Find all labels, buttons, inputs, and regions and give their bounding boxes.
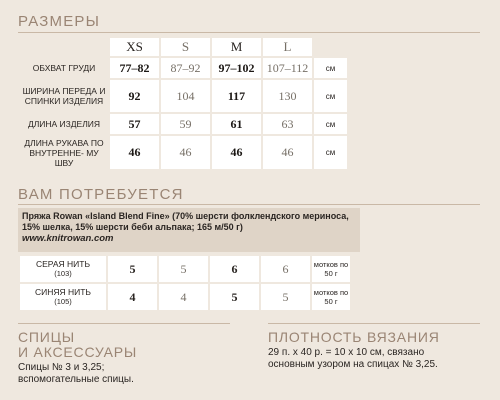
materials-rule	[18, 204, 480, 205]
value-cell: 4	[159, 284, 208, 310]
sizes-table	[18, 36, 349, 171]
yarn-url: www.knitrowan.com	[22, 233, 114, 244]
row-label-bust: ОБХВАТ ГРУДИ	[32, 63, 96, 73]
value-cell: 63	[263, 114, 312, 134]
needles-text	[18, 362, 134, 386]
value-cell: 107–112	[263, 58, 312, 78]
yarn-name: СИНЯЯ НИТЬ	[34, 287, 92, 297]
sizes-rule	[18, 32, 480, 33]
unit-cell: см	[314, 80, 347, 112]
size-header-l: L	[263, 38, 312, 56]
value-cell: 77–82	[110, 58, 159, 78]
value-cell: 5	[210, 284, 259, 310]
unit-cell: см	[314, 58, 347, 78]
value-cell: 117	[212, 80, 261, 112]
row-label-width: ШИРИНА ПЕРЕДА И СПИНКИ ИЗДЕЛИЯ	[22, 86, 106, 106]
table-row	[20, 58, 347, 78]
value-cell: 61	[212, 114, 261, 134]
needles-text-line2: вспомогательные спицы.	[18, 374, 134, 385]
needles-title-line2: И АКСЕССУАРЫ	[18, 344, 138, 360]
value-cell: 46	[263, 136, 312, 169]
table-row	[20, 114, 347, 134]
sizes-header-corner	[20, 38, 108, 56]
value-cell: 46	[110, 136, 159, 169]
value-cell: 59	[161, 114, 210, 134]
row-label-length: ДЛИНА ИЗДЕЛИЯ	[27, 119, 101, 129]
row-label-sleeve: ДЛИНА РУКАВА ПО ВНУТРЕННЕ- МУ ШВУ	[24, 137, 104, 168]
sizes-header-row	[20, 38, 347, 56]
size-header-m: M	[212, 38, 261, 56]
yarn-table	[18, 254, 352, 312]
gauge-rule	[268, 323, 480, 324]
value-cell: 5	[261, 284, 310, 310]
table-row	[20, 284, 350, 310]
needles-title	[18, 330, 137, 360]
unit-cell: мотков по 50 г	[312, 256, 350, 282]
materials-title: ВАМ ПОТРЕБУЕТСЯ	[18, 186, 184, 203]
unit-cell: см	[314, 136, 347, 169]
yarn-label-blue	[20, 284, 106, 310]
value-cell: 57	[110, 114, 159, 134]
gauge-text	[268, 347, 438, 371]
value-cell: 4	[108, 284, 157, 310]
value-cell: 46	[212, 136, 261, 169]
gauge-title: ПЛОТНОСТЬ ВЯЗАНИЯ	[268, 329, 440, 345]
sizes-header-unit-spacer	[314, 38, 347, 56]
value-cell: 130	[263, 80, 312, 112]
value-cell: 6	[210, 256, 259, 282]
table-row	[20, 256, 350, 282]
yarn-name: СЕРАЯ НИТЬ	[35, 259, 91, 269]
sizes-title: РАЗМЕРЫ	[18, 13, 101, 30]
yarn-code: (105)	[54, 297, 72, 306]
yarn-code: (103)	[54, 269, 72, 278]
needles-rule	[18, 323, 230, 324]
value-cell: 5	[108, 256, 157, 282]
value-cell: 46	[161, 136, 210, 169]
table-row	[20, 136, 347, 169]
unit-cell: см	[314, 114, 347, 134]
yarn-description: Пряжа Rowan «Island Blend Fine» (70% шерсти фолклендского мериноса, 15% шелка, 15% шерсти беби альпака; 165 м/50 г)	[22, 211, 349, 232]
unit-cell: мотков по 50 г	[312, 284, 350, 310]
value-cell: 97–102	[212, 58, 261, 78]
yarn-label-grey	[20, 256, 106, 282]
needles-title-line1: СПИЦЫ	[18, 329, 75, 345]
size-header-s: S	[161, 38, 210, 56]
gauge-text-line1: 29 п. х 40 р. = 10 х 10 см, связано	[268, 347, 425, 358]
gauge-text-line2: основным узором на спицах № 3,25.	[268, 359, 438, 370]
table-row	[20, 80, 347, 112]
value-cell: 6	[261, 256, 310, 282]
yarn-description-box	[18, 208, 360, 252]
value-cell: 87–92	[161, 58, 210, 78]
value-cell: 5	[159, 256, 208, 282]
needles-text-line1: Спицы № 3 и 3,25;	[18, 362, 105, 373]
value-cell: 104	[161, 80, 210, 112]
value-cell: 92	[110, 80, 159, 112]
size-header-xs: XS	[110, 38, 159, 56]
